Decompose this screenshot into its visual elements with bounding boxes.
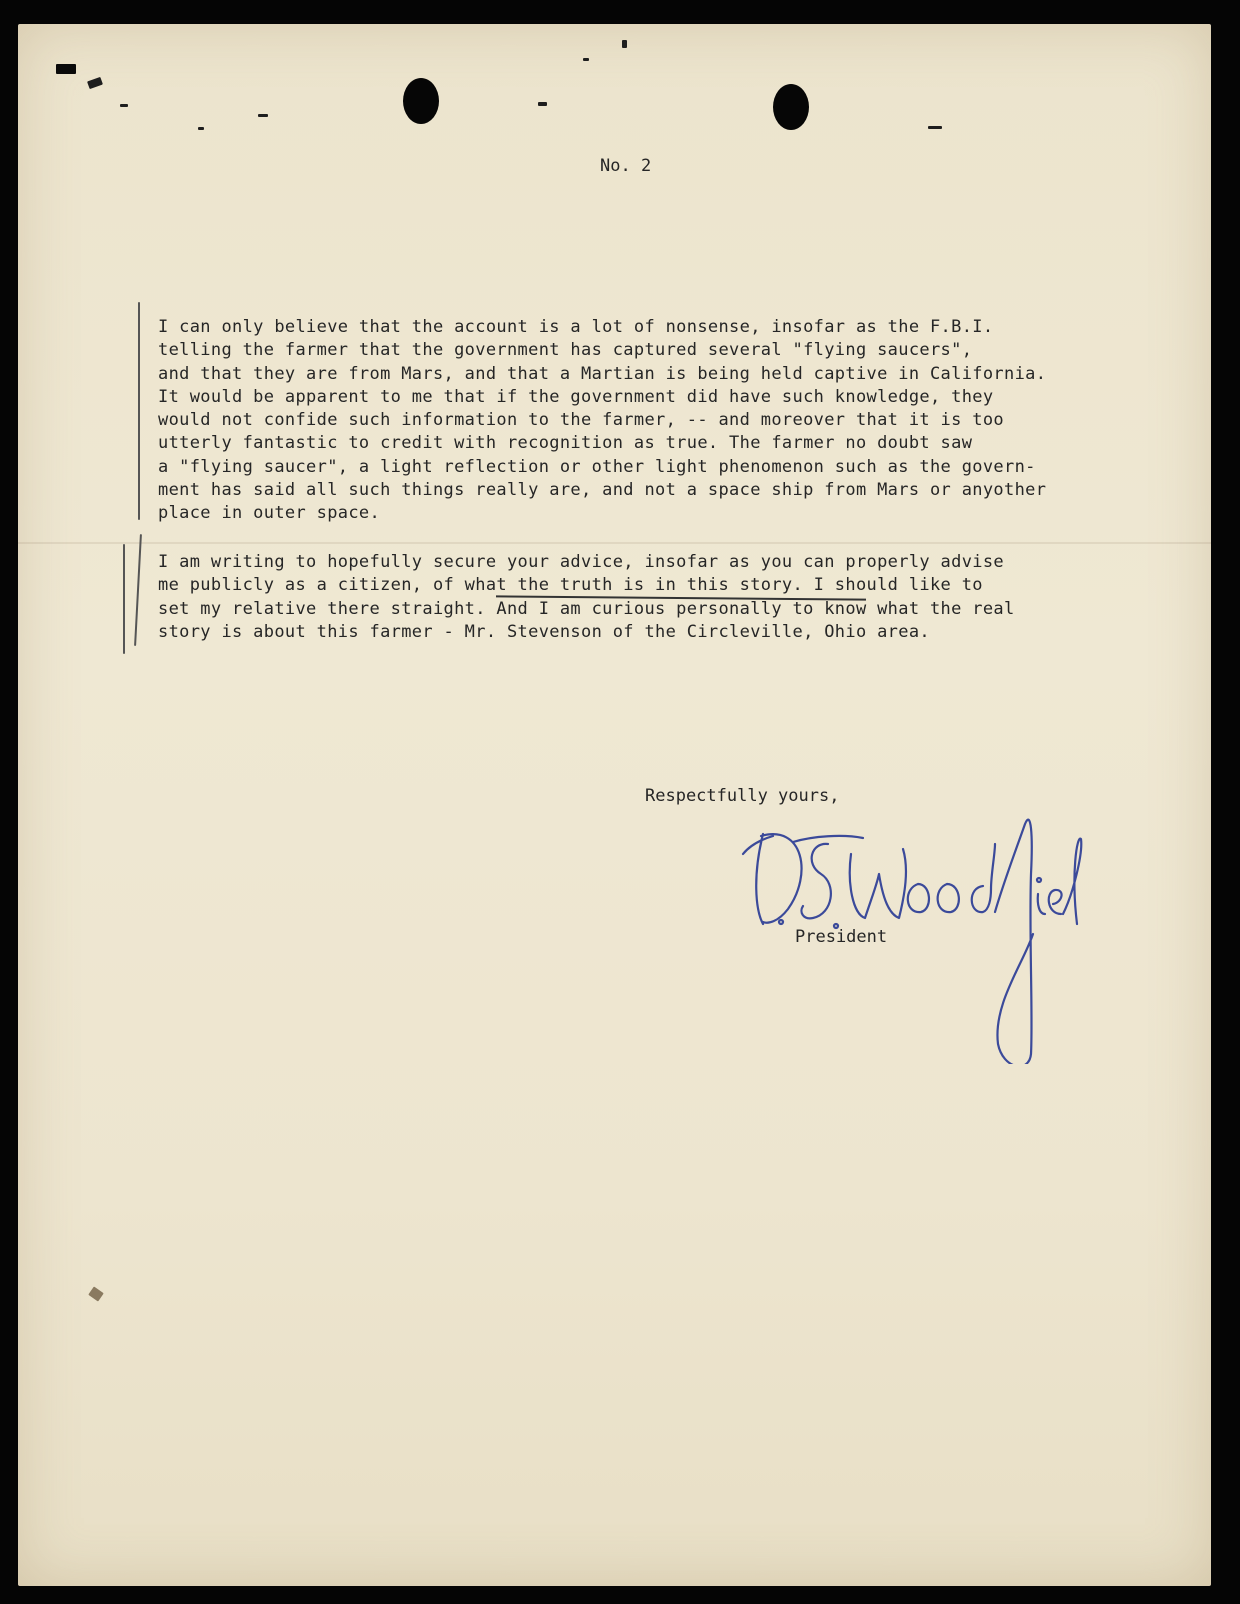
paragraph-line: and that they are from Mars, and that a Martian is being held captive in California. — [158, 363, 1047, 384]
paper-speck — [56, 64, 76, 74]
paper-speck — [622, 40, 627, 48]
paragraph-line: I can only believe that the account is a lot of nonsense, insofar as the F.B.I. — [158, 317, 994, 337]
margin-mark-paragraph-2-inner — [134, 534, 142, 646]
paragraph-line: utterly fantastic to credit with recognition as true. The farmer no doubt saw — [158, 433, 973, 454]
paragraph-line: set my relative there straight. And I am curious personally to know what the real — [158, 598, 1015, 619]
paper-speck — [198, 127, 204, 130]
complimentary-close: Respectfully yours, — [645, 786, 840, 806]
paragraph-line: story is about this farmer - Mr. Stevenson of the Circleville, Ohio area. — [158, 621, 930, 642]
paragraph-line: telling the farmer that the government has captured several "flying saucers", — [158, 340, 973, 361]
paragraph-line: me publicly as a citizen, of what the truth is in this story. I should like to — [158, 575, 983, 596]
paragraph-line: ment has said all such things really are, and not a space ship from Mars or anyother — [158, 480, 1047, 501]
paragraph-line: would not confide such information to the farmer, -- and moreover that it is too — [158, 410, 1004, 431]
paper-speck — [928, 126, 942, 129]
letter-page — [18, 24, 1211, 1586]
handwritten-signature — [733, 814, 1093, 1064]
paper-speck — [87, 77, 103, 89]
margin-mark-paragraph-1 — [138, 302, 140, 520]
signer-title: President — [795, 927, 888, 947]
page-fold — [18, 542, 1211, 544]
page-number: No. 2 — [600, 156, 652, 176]
margin-mark-paragraph-2-outer — [123, 544, 125, 654]
paper-speck — [88, 1286, 104, 1301]
body-paragraph-1 — [158, 316, 1178, 526]
paragraph-line: a "flying saucer", a light reflection or other light phenomenon such as the govern- — [158, 456, 1036, 477]
paragraph-line: I am writing to hopefully secure your advice, insofar as you can properly advise — [158, 552, 1004, 572]
paragraph-line: It would be apparent to me that if the government did have such knowledge, they — [158, 386, 994, 407]
paper-speck — [120, 104, 128, 107]
paragraph-line: place in outer space. — [158, 503, 381, 524]
punch-hole-right — [773, 84, 809, 130]
punch-hole-left — [403, 78, 439, 124]
paper-speck — [538, 102, 547, 106]
paper-speck — [583, 58, 589, 61]
paper-speck — [258, 114, 268, 117]
